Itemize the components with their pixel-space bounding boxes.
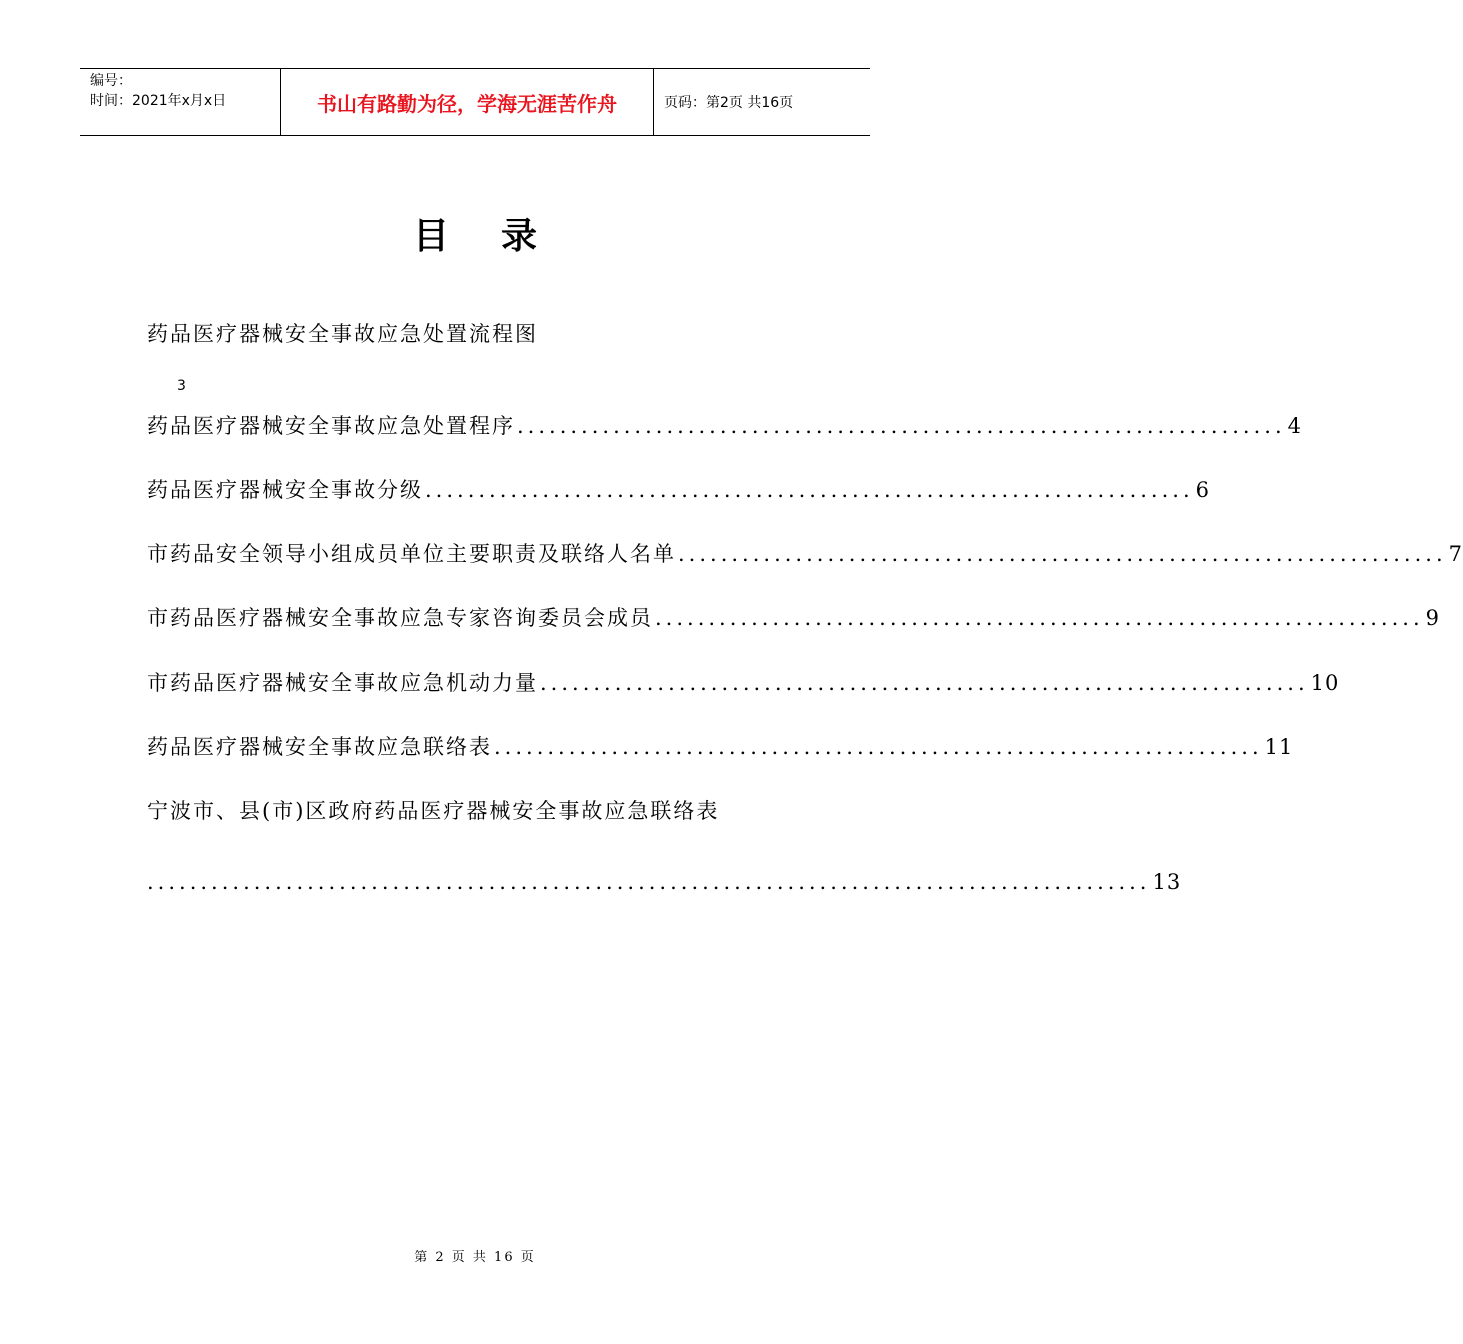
toc-entry[interactable] [147, 731, 1294, 761]
toc-first-title[interactable]: 药品医疗器械安全事故应急处置流程图 [147, 322, 538, 346]
toc-leader-dots: ........................................................................ [678, 542, 1447, 566]
header-meta [80, 69, 281, 135]
toc-entry-page: 4 [1287, 414, 1302, 438]
number-label: 编号： [90, 73, 132, 89]
toc-entry-page: 10 [1310, 671, 1340, 695]
toc-entry-label: 药品医疗器械安全事故应急处置程序 [147, 414, 515, 438]
toc-entry[interactable] [147, 667, 1340, 697]
page-footer: 第 2 页 共 16 页 [414, 1250, 536, 1265]
toc-entry[interactable] [147, 602, 1440, 632]
toc-leader-dots: ........................................................................ [655, 606, 1424, 630]
toc-entry-page: 6 [1195, 478, 1210, 502]
toc-last-title[interactable]: 宁波市、县(市)区政府药品医疗器械安全事故应急联络表 [147, 799, 720, 823]
toc-entry-page: 9 [1425, 606, 1440, 630]
toc-last-page: 13 [1152, 870, 1182, 894]
date-label: 时间：2021年x月x日 [90, 93, 227, 109]
toc-leader-dots: ........................................................................ [517, 414, 1286, 438]
toc-entry-label: 市药品医疗器械安全事故应急机动力量 [147, 671, 538, 695]
toc-entry-label: 药品医疗器械安全事故分级 [147, 478, 423, 502]
toc-last-entry[interactable] [147, 870, 1182, 894]
page-header [80, 68, 870, 136]
toc-entry-label: 市药品安全领导小组成员单位主要职责及联络人名单 [147, 542, 676, 566]
toc-leader-dots: ........................................................................ [540, 671, 1309, 695]
toc-entry[interactable] [147, 538, 1463, 568]
header-page-info: 页码：第2页 共16页 [664, 95, 794, 111]
toc-first-page: 3 [177, 378, 186, 394]
page-title: 目录 [412, 216, 589, 257]
toc-leader-dots: ........................................................................ [425, 478, 1194, 502]
header-motto: 书山有路勤为径，学海无涯苦作舟 [281, 69, 654, 135]
toc-entry-label: 市药品医疗器械安全事故应急专家咨询委员会成员 [147, 606, 653, 630]
toc-entry[interactable] [147, 410, 1302, 440]
toc-entry-label: 药品医疗器械安全事故应急联络表 [147, 735, 492, 759]
toc-leader-dots: .............................................................................................. [147, 870, 1151, 894]
toc-entry[interactable] [147, 474, 1210, 504]
toc-entry-page: 11 [1264, 735, 1294, 759]
toc-leader-dots: ........................................................................ [494, 735, 1263, 759]
toc-entry-page: 7 [1448, 542, 1463, 566]
